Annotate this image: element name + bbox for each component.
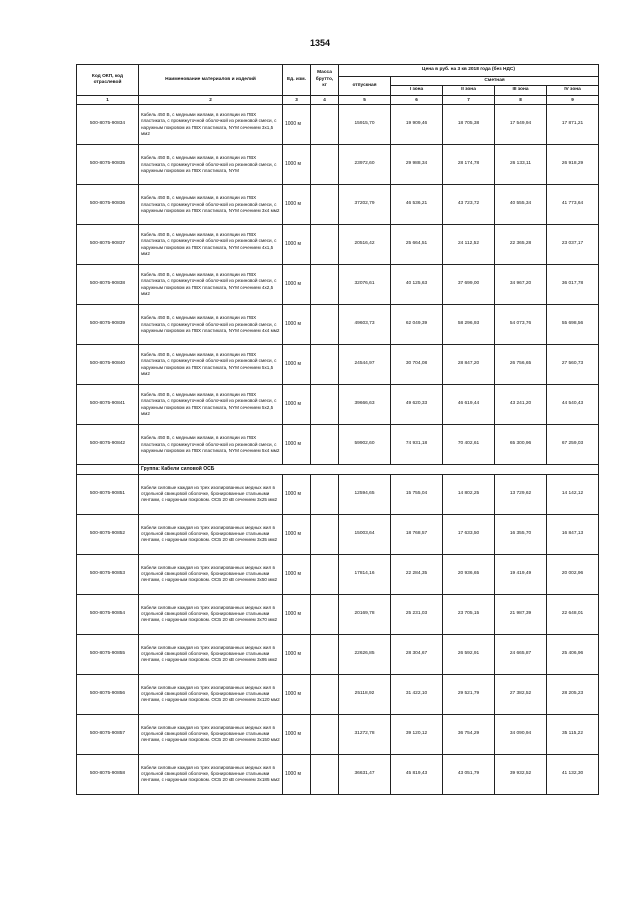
row-mass	[311, 634, 339, 674]
row-zone-1-price: 22 284,35	[391, 554, 443, 594]
row-unit: 1000 м	[283, 714, 311, 754]
row-mass	[311, 345, 339, 385]
row-release-price: 23972,60	[339, 145, 391, 185]
row-zone-3-price: 27 382,52	[495, 674, 547, 714]
column-number: 1	[77, 95, 139, 104]
table-row	[77, 714, 599, 754]
row-mass	[311, 714, 339, 754]
row-zone-2-price: 18 705,38	[443, 105, 495, 145]
row-unit: 1000 м	[283, 674, 311, 714]
row-zone-1-price: 28 304,67	[391, 634, 443, 674]
column-number: 2	[139, 95, 283, 104]
table-row	[77, 225, 599, 265]
row-name: Кабель 450 В, с медными жилами, в изоляции из ПВХ пластиката, с промежуточной оболочкой из резиновой смеси, с наружным покровом из ПВХ пластиката, NYM сечением 4х4 мм2	[139, 305, 283, 345]
row-zone-3-price: 39 932,52	[495, 754, 547, 794]
row-zone-2-price: 24 112,52	[443, 225, 495, 265]
row-name: Кабели силовые каждая из трех изолированных медных жил в отдельной свинцовой оболочке, бронированные стальными лентами, с наружным покровом. ОСБ 20 кВ сечением 3х120 мм2	[139, 674, 283, 714]
row-unit: 1000 м	[283, 385, 311, 425]
row-zone-3-price: 54 073,76	[495, 305, 547, 345]
row-unit: 1000 м	[283, 634, 311, 674]
column-number: 9	[547, 95, 599, 104]
row-name: Кабели силовые каждая из трех изолированных медных жил в отдельной свинцовой оболочке, бронированные стальными лентами, с наружным покровом. ОСБ 20 кВ сечением 3х150 мм2	[139, 714, 283, 754]
header-mass: Масса брутто, кг	[311, 65, 339, 96]
row-unit: 1000 м	[283, 425, 311, 465]
row-zone-3-price: 40 555,34	[495, 185, 547, 225]
row-zone-2-price: 23 705,15	[443, 594, 495, 634]
row-zone-2-price: 26 592,91	[443, 634, 495, 674]
row-unit: 1000 м	[283, 305, 311, 345]
row-mass	[311, 754, 339, 794]
row-code: 500-8075-90840	[77, 345, 139, 385]
row-zone-1-price: 15 755,04	[391, 474, 443, 514]
row-name: Кабели силовые каждая из трех изолированных медных жил в отдельной свинцовой оболочке, бронированные стальными лентами, с наружным покровом. ОСБ 20 кВ сечением 3х25 мм2	[139, 474, 283, 514]
row-zone-4-price: 41 132,30	[547, 754, 599, 794]
row-code: 500-8075-90855	[77, 634, 139, 674]
row-name: Кабель 450 В, с медными жилами, в изоляции из ПВХ пластиката, с промежуточной оболочкой из резиновой смеси, с наружным покровом из ПВХ пластиката, NYM сечением 5х1,5 мм2	[139, 345, 283, 385]
column-numbers-row	[77, 95, 599, 104]
row-code: 500-8075-90853	[77, 554, 139, 594]
row-zone-1-price: 30 704,08	[391, 345, 443, 385]
table-header	[77, 65, 599, 105]
row-code: 500-8075-90837	[77, 225, 139, 265]
row-code: 500-8075-90834	[77, 105, 139, 145]
row-zone-1-price: 74 931,18	[391, 425, 443, 465]
row-release-price: 15915,70	[339, 105, 391, 145]
column-number: 4	[311, 95, 339, 104]
row-zone-3-price: 26 133,11	[495, 145, 547, 185]
row-release-price: 20169,78	[339, 594, 391, 634]
row-zone-1-price: 31 422,10	[391, 674, 443, 714]
column-number: 5	[339, 95, 391, 104]
row-zone-3-price: 19 419,49	[495, 554, 547, 594]
row-mass	[311, 554, 339, 594]
row-mass	[311, 474, 339, 514]
row-release-price: 37202,79	[339, 185, 391, 225]
table-row	[77, 105, 599, 145]
row-release-price: 32076,61	[339, 265, 391, 305]
row-zone-3-price: 24 665,87	[495, 634, 547, 674]
row-zone-4-price: 36 017,78	[547, 265, 599, 305]
row-release-price: 31272,78	[339, 714, 391, 754]
row-zone-3-price: 65 300,96	[495, 425, 547, 465]
table-row	[77, 594, 599, 634]
row-zone-3-price: 34 967,20	[495, 265, 547, 305]
row-zone-4-price: 55 698,56	[547, 305, 599, 345]
table-row	[77, 514, 599, 554]
row-mass	[311, 305, 339, 345]
row-release-price: 22626,85	[339, 634, 391, 674]
row-mass	[311, 225, 339, 265]
row-zone-4-price: 41 773,64	[547, 185, 599, 225]
row-unit: 1000 м	[283, 185, 311, 225]
row-unit: 1000 м	[283, 225, 311, 265]
row-unit: 1000 м	[283, 754, 311, 794]
row-zone-4-price: 26 918,29	[547, 145, 599, 185]
row-zone-2-price: 17 633,50	[443, 514, 495, 554]
row-zone-3-price: 34 090,94	[495, 714, 547, 754]
row-zone-1-price: 25 664,51	[391, 225, 443, 265]
row-name: Кабели силовые каждая из трех изолированных медных жил в отдельной свинцовой оболочке, бронированные стальными лентами, с наружным покровом. ОСБ 20 кВ сечением 3х50 мм2	[139, 554, 283, 594]
row-zone-4-price: 16 847,13	[547, 514, 599, 554]
header-price-title: Цена в руб. на 3 кв 2018 года (без НДС)	[339, 65, 599, 77]
column-number: 8	[495, 95, 547, 104]
row-code: 500-8075-90858	[77, 754, 139, 794]
row-unit: 1000 м	[283, 474, 311, 514]
row-zone-1-price: 49 620,33	[391, 385, 443, 425]
group-title: Группа: Кабели силовой ОСБ	[139, 465, 599, 475]
row-code: 500-8075-90852	[77, 514, 139, 554]
row-release-price: 36631,47	[339, 754, 391, 794]
row-zone-2-price: 28 174,78	[443, 145, 495, 185]
row-code: 500-8075-90856	[77, 674, 139, 714]
row-code: 500-8075-90842	[77, 425, 139, 465]
row-release-price: 15003,64	[339, 514, 391, 554]
row-mass	[311, 185, 339, 225]
row-zone-1-price: 46 536,21	[391, 185, 443, 225]
table-row	[77, 474, 599, 514]
row-mass	[311, 105, 339, 145]
row-zone-4-price: 28 205,23	[547, 674, 599, 714]
table-row	[77, 265, 599, 305]
row-zone-4-price: 23 037,17	[547, 225, 599, 265]
row-zone-2-price: 29 521,79	[443, 674, 495, 714]
row-unit: 1000 м	[283, 105, 311, 145]
table-row	[77, 305, 599, 345]
row-mass	[311, 594, 339, 634]
header-release: отпускная	[339, 77, 391, 96]
row-zone-1-price: 39 120,12	[391, 714, 443, 754]
row-zone-3-price: 43 241,20	[495, 385, 547, 425]
group-row	[77, 465, 599, 475]
row-zone-1-price: 45 819,43	[391, 754, 443, 794]
row-release-price: 17814,16	[339, 554, 391, 594]
header-unit: Ед. изм.	[283, 65, 311, 96]
column-number: 3	[283, 95, 311, 104]
row-zone-4-price: 25 406,96	[547, 634, 599, 674]
row-zone-1-price: 25 231,03	[391, 594, 443, 634]
page-number: 1354	[309, 38, 331, 48]
row-zone-4-price: 14 142,12	[547, 474, 599, 514]
row-name: Кабели силовые каждая из трех изолированных медных жил в отдельной свинцовой оболочке, бронированные стальными лентами, с наружным покровом. ОСБ 20 кВ сечением 3х70 мм2	[139, 594, 283, 634]
row-unit: 1000 м	[283, 345, 311, 385]
row-name: Кабель 450 В, с медными жилами, в изоляции из ПВХ пластиката, с промежуточной оболочкой из резиновой смеси, с наружным покровом из ПВХ пластиката, NYM сечением 4х2,5 мм2	[139, 265, 283, 305]
column-number: 6	[391, 95, 443, 104]
column-number: 7	[443, 95, 495, 104]
row-unit: 1000 м	[283, 265, 311, 305]
row-mass	[311, 514, 339, 554]
row-release-price: 25118,92	[339, 674, 391, 714]
row-name: Кабель 450 В, с медными жилами, в изоляции из ПВХ пластиката, с промежуточной оболочкой из резиновой смеси, с наружным покровом из ПВХ пластиката, NYM сечением 5х2,5 мм2	[139, 385, 283, 425]
row-release-price: 59902,60	[339, 425, 391, 465]
header-zone-2: II зона	[443, 86, 495, 95]
row-mass	[311, 145, 339, 185]
row-name: Кабель 450 В, с медными жилами, в изоляции из ПВХ пластиката, с промежуточной оболочкой из резиновой смеси, с наружным покровом из ПВХ пластиката, NYM	[139, 145, 283, 185]
price-table	[76, 64, 599, 795]
row-mass	[311, 425, 339, 465]
table-row	[77, 674, 599, 714]
row-zone-4-price: 67 259,03	[547, 425, 599, 465]
row-zone-3-price: 21 987,39	[495, 594, 547, 634]
row-zone-2-price: 20 936,65	[443, 554, 495, 594]
row-unit: 1000 м	[283, 594, 311, 634]
header-code: Код ОКП, код отраслевой	[77, 65, 139, 96]
table-row	[77, 634, 599, 674]
header-zone-1: I зона	[391, 86, 443, 95]
row-code: 500-8075-90851	[77, 474, 139, 514]
row-zone-1-price: 18 768,57	[391, 514, 443, 554]
row-zone-2-price: 28 847,20	[443, 345, 495, 385]
row-zone-2-price: 43 723,72	[443, 185, 495, 225]
row-unit: 1000 м	[283, 554, 311, 594]
row-zone-4-price: 20 002,96	[547, 554, 599, 594]
header-name: Наименование материалов и изделий	[139, 65, 283, 96]
row-zone-2-price: 43 051,79	[443, 754, 495, 794]
row-zone-3-price: 17 549,94	[495, 105, 547, 145]
row-code: 500-8075-90838	[77, 265, 139, 305]
table-row	[77, 185, 599, 225]
row-zone-4-price: 27 560,73	[547, 345, 599, 385]
row-unit: 1000 м	[283, 514, 311, 554]
row-mass	[311, 674, 339, 714]
row-zone-3-price: 22 365,28	[495, 225, 547, 265]
row-zone-2-price: 14 802,25	[443, 474, 495, 514]
row-code: 500-8075-90839	[77, 305, 139, 345]
row-release-price: 20516,42	[339, 225, 391, 265]
row-zone-2-price: 37 699,00	[443, 265, 495, 305]
row-name: Кабель 450 В, с медными жилами, в изоляции из ПВХ пластиката, с промежуточной оболочкой из резиновой смеси, с наружным покровом из ПВХ пластиката, NYM сечением 3х4 мм2	[139, 185, 283, 225]
row-zone-2-price: 70 402,61	[443, 425, 495, 465]
table-row	[77, 554, 599, 594]
row-zone-1-price: 19 909,46	[391, 105, 443, 145]
row-zone-2-price: 46 619,44	[443, 385, 495, 425]
row-name: Кабели силовые каждая из трех изолированных медных жил в отдельной свинцовой оболочке, бронированные стальными лентами, с наружным покровом. ОСБ 20 кВ сечением 3х185 мм2	[139, 754, 283, 794]
table-row	[77, 425, 599, 465]
group-code-cell	[77, 465, 139, 475]
row-release-price: 24544,97	[339, 345, 391, 385]
row-zone-2-price: 36 754,29	[443, 714, 495, 754]
table-row	[77, 345, 599, 385]
row-zone-1-price: 62 049,39	[391, 305, 443, 345]
row-code: 500-8075-90854	[77, 594, 139, 634]
table-row	[77, 385, 599, 425]
row-zone-3-price: 13 729,62	[495, 474, 547, 514]
row-zone-4-price: 22 648,01	[547, 594, 599, 634]
row-name: Кабели силовые каждая из трех изолированных медных жил в отдельной свинцовой оболочке, бронированные стальными лентами, с наружным покровом. ОСБ 20 кВ сечением 3х35 мм2	[139, 514, 283, 554]
row-code: 500-8075-90836	[77, 185, 139, 225]
row-mass	[311, 385, 339, 425]
table-row	[77, 754, 599, 794]
row-zone-1-price: 40 125,63	[391, 265, 443, 305]
row-zone-4-price: 35 115,22	[547, 714, 599, 754]
row-unit: 1000 м	[283, 145, 311, 185]
row-zone-4-price: 17 871,21	[547, 105, 599, 145]
row-zone-4-price: 44 540,43	[547, 385, 599, 425]
row-name: Кабель 450 В, с медными жилами, в изоляции из ПВХ пластиката, с промежуточной оболочкой из резиновой смеси, с наружным покровом из ПВХ пластиката, NYM сечением 4х1,5 мм2	[139, 225, 283, 265]
row-code: 500-8075-90857	[77, 714, 139, 754]
row-release-price: 49603,73	[339, 305, 391, 345]
row-name: Кабели силовые каждая из трех изолированных медных жил в отдельной свинцовой оболочке, бронированные стальными лентами, с наружным покровом. ОСБ 20 кВ сечением 3х95 мм2	[139, 634, 283, 674]
row-code: 500-8075-90835	[77, 145, 139, 185]
table-body	[77, 105, 599, 795]
row-zone-1-price: 29 988,34	[391, 145, 443, 185]
row-mass	[311, 265, 339, 305]
table-row	[77, 145, 599, 185]
row-release-price: 39666,63	[339, 385, 391, 425]
row-release-price: 12594,65	[339, 474, 391, 514]
row-name: Кабель 450 В, с медными жилами, в изоляции из ПВХ пластиката, с промежуточной оболочкой из резиновой смеси, с наружным покровом из ПВХ пластиката, NYM сечением 5х4 мм2	[139, 425, 283, 465]
row-code: 500-8075-90841	[77, 385, 139, 425]
header-estimate: Сметная	[391, 77, 599, 86]
row-name: Кабель 450 В, с медными жилами, в изоляции из ПВХ пластиката, с промежуточной оболочкой из резиновой смеси, с наружным покровом из ПВХ пластиката, NYM сечением 3х1,5 мм2	[139, 105, 283, 145]
row-zone-2-price: 58 296,93	[443, 305, 495, 345]
row-zone-3-price: 16 355,70	[495, 514, 547, 554]
header-zone-3: III зона	[495, 86, 547, 95]
row-zone-3-price: 26 756,65	[495, 345, 547, 385]
header-zone-4: IV зона	[547, 86, 599, 95]
